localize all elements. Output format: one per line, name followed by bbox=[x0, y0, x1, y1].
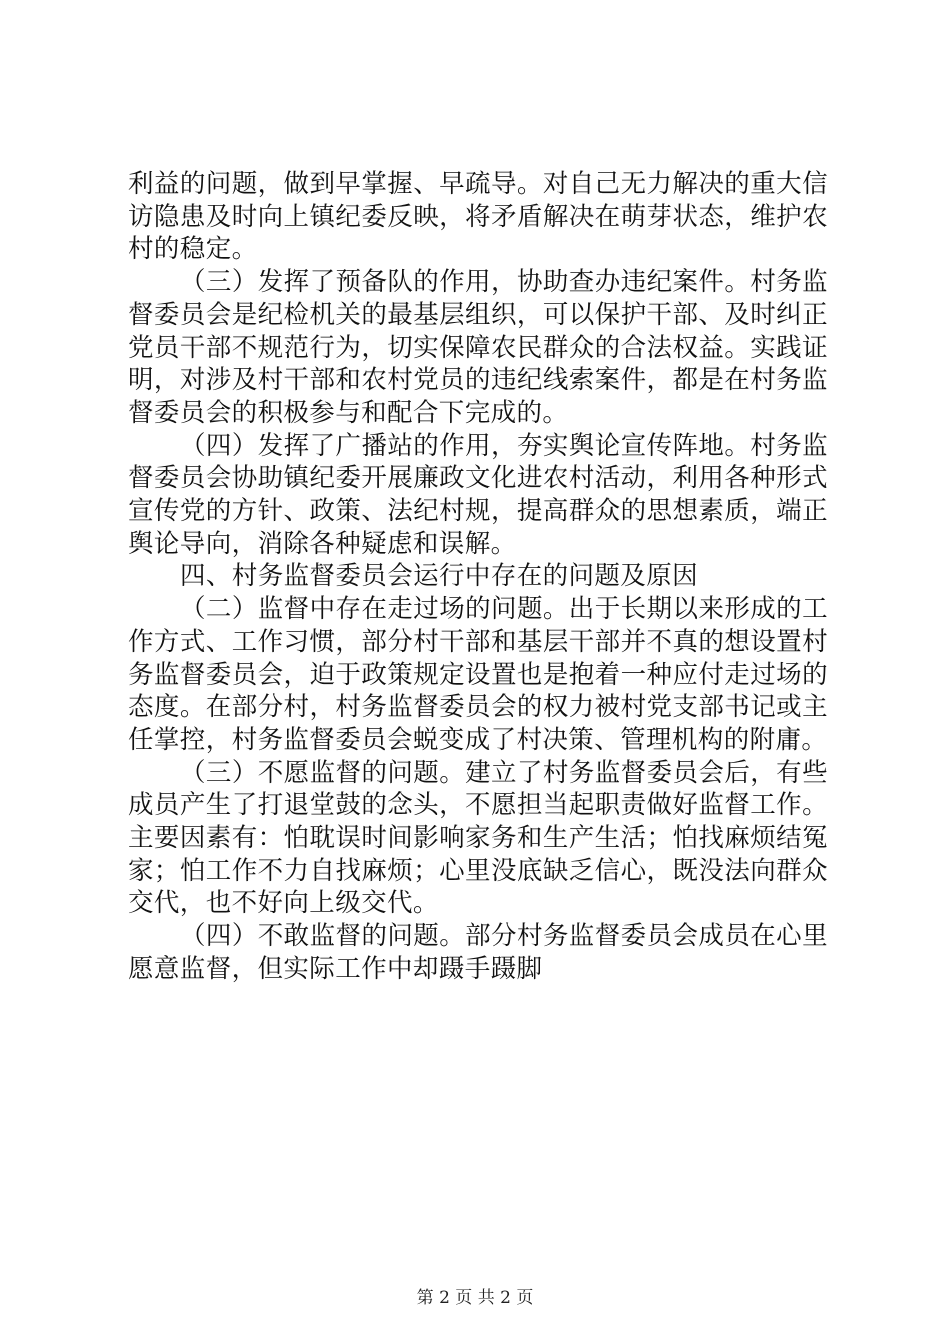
document-body bbox=[128, 168, 828, 986]
paragraph-problem-afraid: （四）不敢监督的问题。部分村务监督委员会成员在心里愿意监督，但实际工作中却蹑手蹑脚 bbox=[128, 921, 828, 984]
paragraph-section-3-reserve-team: （三）发挥了预备队的作用，协助查办违纪案件。村务监督委员会是纪检机关的最基层组织，可以保护干部、及时纠正党员干部不规范行为，切实保障农民群众的合法权益。实践证明，对涉及村干部和农村党员的违纪线索案件，都是在村务监督委员会的积极参与和配合下完成的。 bbox=[128, 267, 828, 428]
paragraph-section-4-broadcast: （四）发挥了广播站的作用，夯实舆论宣传阵地。村务监督委员会协助镇纪委开展廉政文化进农村活动，利用各种形式宣传党的方针、政策、法纪村规，提高群众的思想素质，端正舆论导向，消除各种疑虑和误解。 bbox=[128, 430, 828, 559]
section-heading-problems: 四、村务监督委员会运行中存在的问题及原因 bbox=[180, 561, 699, 592]
paragraph-problem-formality: （二）监督中存在走过场的问题。出于长期以来形成的工作方式、工作习惯，部分村干部和基层干部并不真的想设置村务监督委员会，迫于政策规定设置也是抱着一种应付走过场的态度。在部分村，村务监督委员会的权力被村党支部书记或主任掌控，村务监督委员会蜕变成了村决策、管理机构的附庸。 bbox=[128, 594, 828, 755]
page-number-footer: 第 2 页 共 2 页 bbox=[416, 1288, 534, 1308]
paragraph-problem-unwilling: （三）不愿监督的问题。建立了村务监督委员会后，有些成员产生了打退堂鼓的念头，不愿担当起职责做好监督工作。主要因素有：怕耽误时间影响家务和生产生活；怕找麻烦结冤家；怕工作不力自找麻烦；心里没底缺乏信心，既没法向群众交代，也不好向上级交代。 bbox=[128, 757, 828, 919]
paragraph-continuation: 利益的问题，做到早掌握、早疏导。对自己无力解决的重大信访隐患及时向上镇纪委反映，将矛盾解决在萌芽状态，维护农村的稳定。 bbox=[128, 169, 828, 265]
